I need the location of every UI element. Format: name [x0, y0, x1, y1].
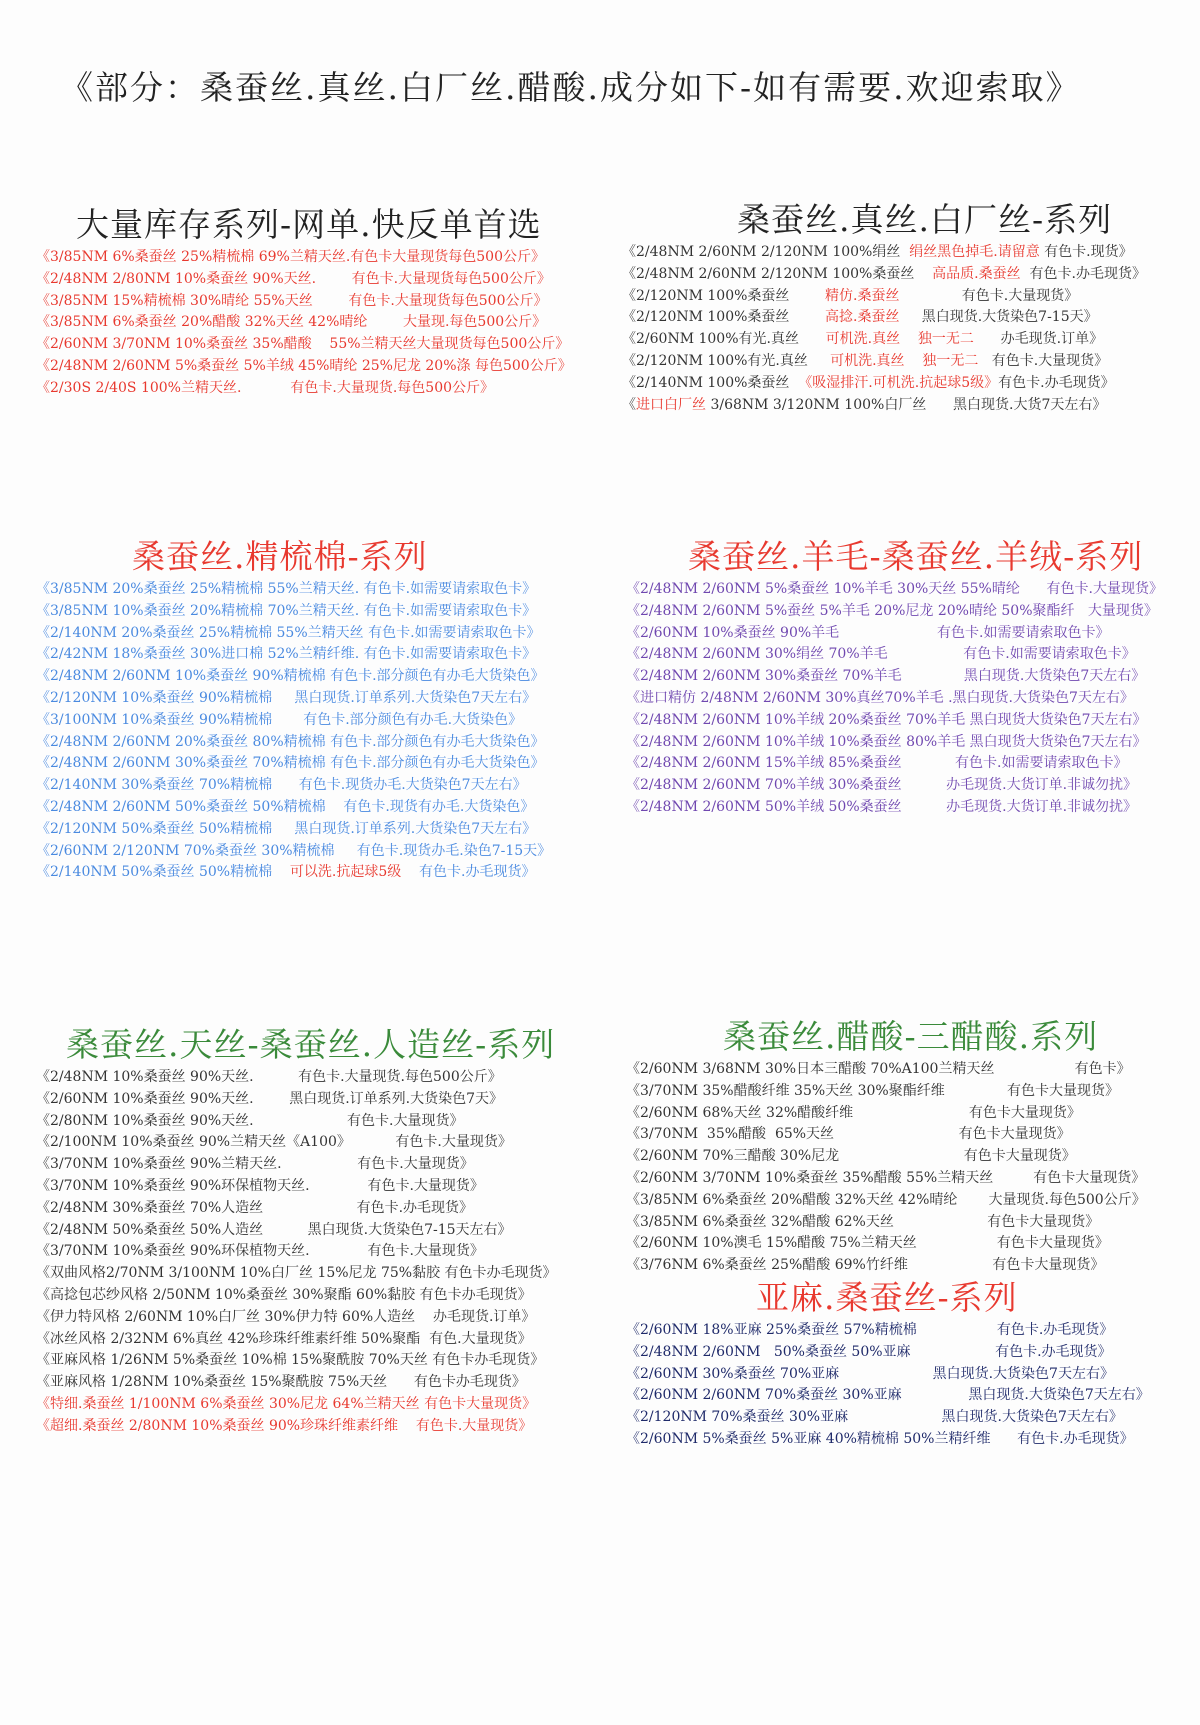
- product-line-text: 《3/76NM 6%桑蚕丝 25%醋酸 69%竹纤维 有色卡大量现货》: [626, 1257, 1105, 1274]
- product-line-text: 《2/60NM 3/68NM 30%日本三醋酸 70%A100兰精天丝 有色卡》: [626, 1061, 1131, 1077]
- product-line: [36, 1350, 596, 1372]
- section-lines: [36, 247, 596, 400]
- product-line-text: 3/68NM 3/120NM 100%白厂丝 黑白现货.大货7天左右》: [706, 396, 1107, 413]
- product-line: [626, 797, 1192, 819]
- product-line: [622, 286, 1192, 308]
- section-title: 桑蚕丝.羊毛-桑蚕丝.羊绒-系列: [688, 537, 1144, 576]
- section-title: 大量库存系列-网单.快反单首选: [76, 205, 542, 244]
- product-line-text: 《2/140NM 20%桑蚕丝 25%精梳棉 55%兰精天丝 有色卡.如需要请索取色卡》: [36, 624, 541, 641]
- product-line-text: 《2/140NM 50%桑蚕丝 50%精梳棉: [36, 864, 290, 881]
- product-line: [36, 247, 596, 269]
- product-line: [626, 1103, 1192, 1125]
- product-line-text: 《双曲风格2/70NM 3/100NM 10%白厂丝 15%尼龙 75%黏胶 有色卡办毛现货》: [36, 1265, 557, 1282]
- product-line-text: 《3/85NM 10%桑蚕丝 20%精梳棉 70%兰精天丝. 有色卡.如需要请索取色卡》: [36, 602, 537, 619]
- product-line: [36, 1089, 596, 1111]
- product-line-text: 《2/48NM 2/60NM 2/120NM 100%绢丝: [622, 244, 910, 260]
- product-line: [36, 862, 596, 884]
- product-line: [626, 1059, 1192, 1081]
- product-line: [626, 666, 1192, 688]
- product-line: [626, 644, 1192, 666]
- section-title: 桑蚕丝.天丝-桑蚕丝.人造丝-系列: [66, 1025, 556, 1064]
- product-line-text: 《伊力特风格 2/60NM 10%白厂丝 30%伊力特 60%人造丝 办毛现货.订单》: [36, 1308, 536, 1325]
- product-line-text: 《2/48NM 2/60NM 20%桑蚕丝 80%精梳棉 有色卡.部分颜色有办毛大货染色》: [36, 733, 545, 750]
- product-line-text: 《3/85NM 6%桑蚕丝 32%醋酸 62%天丝 有色卡大量现货》: [626, 1213, 1100, 1230]
- product-line: [36, 291, 596, 313]
- product-line: [626, 688, 1192, 710]
- product-line-text: 《2/48NM 2/60NM 50%羊绒 50%桑蚕丝 办毛现货.大货订单.非诚勿扰》: [626, 798, 1138, 815]
- section-lines: [36, 1067, 596, 1438]
- product-line-text: 《2/60NM 30%桑蚕丝 70%亚麻 黑白现货.大货染色7天左右》: [626, 1365, 1114, 1382]
- product-line: [626, 623, 1192, 645]
- product-line-text: 可机洗.真丝 独一无二: [830, 352, 979, 369]
- product-line-text: 《2/48NM 10%桑蚕丝 90%天丝. 有色卡.大量现货.每色500公斤》: [36, 1069, 502, 1085]
- product-line-text: 进口白厂丝: [636, 396, 706, 413]
- product-line-text: 《2/100NM 10%桑蚕丝 90%兰精天丝《A100》 有色卡.大量现货》: [36, 1134, 512, 1151]
- product-line-text: 《2/48NM 2/60NM 5%桑蚕丝 10%羊毛 30%天丝 55%晴纶 有色卡.大量现货》: [626, 581, 1164, 597]
- section-lines: [626, 579, 1192, 819]
- product-line-text: 《3/70NM 10%桑蚕丝 90%兰精天丝. 有色卡.大量现货》: [36, 1156, 474, 1173]
- product-line: [36, 644, 596, 666]
- product-line: [622, 307, 1192, 329]
- product-line-text: 有色卡.办毛现货》: [1020, 265, 1146, 282]
- product-line: [626, 753, 1192, 775]
- product-line-text: 《3/70NM 10%桑蚕丝 90%环保植物天丝. 有色卡.大量现货》: [36, 1177, 484, 1194]
- product-line: [36, 579, 596, 601]
- product-line: [36, 1111, 596, 1133]
- product-line: [36, 1394, 596, 1416]
- product-line: [36, 1220, 596, 1242]
- product-line-text: 《2/48NM 50%桑蚕丝 50%人造丝 黑白现货.大货染色7-15天左右》: [36, 1221, 512, 1238]
- product-line: [36, 601, 596, 623]
- product-line: [36, 269, 596, 291]
- product-line-text: 《2/48NM 2/60NM 10%羊绒 20%桑蚕丝 70%羊毛 黑白现货大货染色7天左右》: [626, 711, 1147, 728]
- product-line-text: 《2/120NM 70%桑蚕丝 30%亚麻 黑白现货.大货染色7天左右》: [626, 1409, 1123, 1426]
- product-line-text: 《: [622, 396, 636, 413]
- section-lines: [626, 1059, 1192, 1277]
- product-line: [626, 1320, 1192, 1342]
- product-line: [36, 710, 596, 732]
- product-line: [626, 1255, 1192, 1277]
- product-line: [622, 329, 1192, 351]
- product-line-text: 可机洗.真丝 独一无二: [825, 331, 974, 348]
- product-line: [36, 841, 596, 863]
- product-line: [36, 1176, 596, 1198]
- product-line-text: 《2/60NM 10%桑蚕丝 90%天丝. 黑白现货.订单系列.大货染色7天》: [36, 1090, 504, 1107]
- product-line: [36, 1198, 596, 1220]
- product-line: [36, 688, 596, 710]
- product-line-text: 《2/48NM 2/60NM 10%羊绒 10%桑蚕丝 80%羊毛 黑白现货大货染色7天左右》: [626, 733, 1147, 750]
- product-line: [36, 1329, 596, 1351]
- product-line: [626, 1212, 1192, 1234]
- product-line: [626, 1233, 1192, 1255]
- product-line-text: 《2/60NM 2/120NM 70%桑蚕丝 30%精梳棉 有色卡.现货办毛.染色7-15天》: [36, 842, 552, 859]
- product-line-text: 《冰丝风格 2/32NM 6%真丝 42%珍珠纤维素纤维 50%聚酯 有色.大量现货》: [36, 1330, 532, 1347]
- product-line: [626, 1168, 1192, 1190]
- product-line: [36, 1416, 596, 1438]
- product-line-text: 《2/48NM 2/60NM 5%蚕丝 5%羊毛 20%尼龙 20%晴纶 50%聚酯纤 大量现货》: [626, 602, 1158, 619]
- section-tencel-rayon-series: [36, 1025, 596, 1438]
- product-line-text: 《3/100NM 10%桑蚕丝 90%精梳棉 有色卡.部分颜色有办毛.大货染色》: [36, 711, 523, 728]
- product-line-text: 《3/85NM 20%桑蚕丝 25%精梳棉 55%兰精天丝. 有色卡.如需要请索取色卡》: [36, 581, 537, 597]
- section-combed-cotton-series: [36, 537, 596, 884]
- product-line-text: 《2/60NM 2/60NM 70%桑蚕丝 30%亚麻 黑白现货.大货染色7天左右》: [626, 1387, 1150, 1404]
- product-line-text: 《2/120NM 50%桑蚕丝 50%精梳棉 黑白现货.订单系列.大货染色7天左右》: [36, 820, 537, 837]
- product-line-text: 《3/70NM 10%桑蚕丝 90%环保植物天丝. 有色卡.大量现货》: [36, 1243, 484, 1260]
- product-line: [36, 1067, 596, 1089]
- product-line: [36, 753, 596, 775]
- product-line-text: 可以洗.抗起球5级: [289, 864, 402, 881]
- product-line: [36, 1372, 596, 1394]
- product-line: [36, 666, 596, 688]
- product-line-text: 《2/80NM 10%桑蚕丝 90%天丝. 有色卡.大量现货》: [36, 1112, 464, 1129]
- product-line: [626, 1407, 1192, 1429]
- product-line: [626, 1385, 1192, 1407]
- product-line: [36, 623, 596, 645]
- section-acetate-series: [626, 1017, 1192, 1277]
- product-line-text: 《3/85NM 6%桑蚕丝 20%醋酸 32%天丝 42%晴纶 大量现货.每色500公斤》: [626, 1191, 1146, 1208]
- product-line-text: 《2/48NM 2/60NM 30%绢丝 70%羊毛 有色卡.如需要请索取色卡》: [626, 646, 1136, 663]
- product-line: [622, 242, 1192, 264]
- product-line-text: 高捻.桑蚕丝: [825, 309, 900, 326]
- product-line-text: 有色卡.大量现货》: [978, 352, 1109, 369]
- product-line-text: 《进口精仿 2/48NM 2/60NM 30%真丝70%羊毛 .黑白现货.大货染色7天左右》: [626, 689, 1134, 706]
- product-line-text: 《超细.桑蚕丝 2/80NM 10%桑蚕丝 90%珍珠纤维素纤维 有色卡.大量现货》: [36, 1417, 533, 1434]
- product-line-text: 《2/48NM 2/60NM 50%桑蚕丝 50%精梳棉 有色卡.现货有办毛.大货染色》: [36, 798, 535, 815]
- product-line-text: 黑白现货.大货染色7-15天》: [899, 309, 1098, 326]
- product-line-text: 《2/48NM 2/60NM 2/120NM 100%桑蚕丝: [622, 265, 933, 282]
- product-line: [36, 1154, 596, 1176]
- product-line-text: 高品质.桑蚕丝: [932, 265, 1021, 282]
- product-line-text: 《3/85NM 6%桑蚕丝 20%醋酸 32%天丝 42%晴纶 大量现.每色500公斤》: [36, 314, 547, 331]
- product-line-text: 《2/60NM 10%澳毛 15%醋酸 75%兰精天丝 有色卡大量现货》: [626, 1235, 1109, 1252]
- product-line: [36, 334, 596, 356]
- product-line-text: 《2/60NM 70%三醋酸 30%尼龙 有色卡大量现货》: [626, 1148, 1076, 1165]
- product-line-text: 《2/60NM 100%有光.真丝: [622, 331, 826, 348]
- product-line-text: 《2/120NM 10%桑蚕丝 90%精梳棉 黑白现货.订单系列.大货染色7天左右》: [36, 689, 537, 706]
- product-line-text: 《2/120NM 100%桑蚕丝: [622, 309, 826, 326]
- product-line-text: 《2/48NM 2/60NM 50%桑蚕丝 50%亚麻 有色卡.办毛现货》: [626, 1343, 1112, 1360]
- product-line-text: 办毛现货.订单》: [973, 331, 1104, 348]
- product-line-text: 《2/48NM 2/60NM 15%羊绒 85%桑蚕丝 有色卡.如需要请索取色卡》: [626, 755, 1128, 772]
- product-line-text: 《2/30S 2/40S 100%兰精天丝. 有色卡.大量现货.每色500公斤》: [36, 379, 495, 396]
- product-line-text: 《2/60NM 68%天丝 32%醋酸纤维 有色卡大量现货》: [626, 1104, 1081, 1121]
- product-line-text: 《2/48NM 2/60NM 5%桑蚕丝 5%羊绒 45%晴纶 25%尼龙 20%涤 每色500公斤》: [36, 357, 572, 374]
- product-line: [622, 264, 1192, 286]
- product-line-text: 《2/48NM 2/60NM 70%羊绒 30%桑蚕丝 办毛现货.大货订单.非诚勿扰》: [626, 777, 1138, 794]
- product-line-text: 《2/48NM 30%桑蚕丝 70%人造丝 有色卡.办毛现货》: [36, 1199, 474, 1216]
- product-line-text: 精仿.桑蚕丝: [825, 287, 900, 304]
- product-line: [36, 378, 596, 400]
- section-title: 亚麻.桑蚕丝-系列: [756, 1278, 1018, 1317]
- section-title: 桑蚕丝.精梳棉-系列: [132, 537, 428, 576]
- product-line: [626, 1429, 1192, 1451]
- product-line: [36, 1285, 596, 1307]
- product-line-text: 《高捻包芯纱风格 2/50NM 10%桑蚕丝 30%聚酯 60%黏胶 有色卡办毛现货》: [36, 1286, 532, 1303]
- section-lines: [626, 1320, 1192, 1451]
- section-linen-series: [626, 1278, 1192, 1451]
- product-line-text: 《2/60NM 3/70NM 10%桑蚕丝 35%醋酸 55%兰精天丝 有色卡大量现货》: [626, 1169, 1146, 1186]
- product-line: [626, 710, 1192, 732]
- product-line: [36, 312, 596, 334]
- section-title: 桑蚕丝.真丝.白厂丝-系列: [737, 200, 1113, 239]
- product-line-text: 《特细.桑蚕丝 1/100NM 6%桑蚕丝 30%尼龙 64%兰精天丝 有色卡大量现货》: [36, 1395, 537, 1412]
- product-line: [36, 1263, 596, 1285]
- product-line: [626, 1146, 1192, 1168]
- product-line-text: 《2/42NM 18%桑蚕丝 30%进口棉 52%兰精纤维. 有色卡.如需要请索取色卡》: [36, 646, 537, 663]
- product-line-text: 有色卡.现货》: [1039, 244, 1133, 260]
- product-line: [626, 1342, 1192, 1364]
- product-line-text: 《吸湿排汗.可机洗.抗起球5级》: [798, 374, 999, 391]
- product-line: [622, 395, 1192, 417]
- section-title: 桑蚕丝.醋酸-三醋酸.系列: [723, 1017, 1099, 1056]
- product-line-text: 有色卡.办毛现货》: [401, 864, 536, 881]
- section-lines: [622, 242, 1192, 416]
- product-line-text: 《2/120NM 100%桑蚕丝: [622, 287, 826, 304]
- product-line-text: 有色卡.办毛现货》: [998, 374, 1115, 391]
- section-stock-series: [36, 205, 596, 400]
- product-line-text: 《3/70NM 35%醋酸 65%天丝 有色卡大量现货》: [626, 1126, 1071, 1143]
- product-line-text: 《2/60NM 3/70NM 10%桑蚕丝 35%醋酸 55%兰精天丝大量现货每色500公斤》: [36, 336, 570, 353]
- product-line: [626, 1124, 1192, 1146]
- product-line: [626, 775, 1192, 797]
- product-line-text: 《2/140NM 100%桑蚕丝: [622, 374, 799, 391]
- product-line-text: 《3/85NM 6%桑蚕丝 25%精梳棉 69%兰精天丝.有色卡大量现货每色500公斤》: [36, 249, 545, 265]
- section-lines: [36, 579, 596, 884]
- product-line-text: 《2/48NM 2/60NM 30%桑蚕丝 70%精梳棉 有色卡.部分颜色有办毛大货染色》: [36, 755, 545, 772]
- product-line: [626, 1190, 1192, 1212]
- product-line-text: 有色卡.大量现货》: [899, 287, 1079, 304]
- product-line: [622, 351, 1192, 373]
- product-line: [36, 819, 596, 841]
- product-line: [36, 356, 596, 378]
- product-line-text: 《2/120NM 100%有光.真丝: [622, 352, 831, 369]
- product-line: [626, 601, 1192, 623]
- product-line: [36, 1241, 596, 1263]
- product-line: [36, 775, 596, 797]
- product-line-text: 《2/48NM 2/80NM 10%桑蚕丝 90%天丝. 有色卡.大量现货每色500公斤》: [36, 270, 551, 287]
- product-line-text: 《亚麻风格 1/28NM 10%桑蚕丝 15%聚酰胺 75%天丝 有色卡办毛现货》: [36, 1374, 526, 1391]
- product-line-text: 《2/60NM 10%桑蚕丝 90%羊毛 有色卡.如需要请索取色卡》: [626, 624, 1110, 641]
- product-line-text: 《2/140NM 30%桑蚕丝 70%精梳棉 有色卡.现货办毛.大货染色7天左右》: [36, 777, 527, 794]
- page-title: 《部分：桑蚕丝.真丝.白厂丝.醋酸.成分如下-如有需要.欢迎索取》: [60, 68, 1081, 107]
- section-silk-series: [622, 200, 1192, 416]
- product-line: [36, 797, 596, 819]
- product-line: [626, 732, 1192, 754]
- product-line-text: 《2/48NM 2/60NM 10%桑蚕丝 90%精梳棉 有色卡.部分颜色有办毛大货染色》: [36, 668, 545, 685]
- product-line: [36, 1307, 596, 1329]
- product-line-text: 《3/85NM 15%精梳棉 30%晴纶 55%天丝 有色卡.大量现货每色500公斤》: [36, 292, 548, 309]
- section-wool-cashmere-series: [626, 537, 1192, 819]
- product-line: [626, 1364, 1192, 1386]
- product-line: [622, 373, 1192, 395]
- product-line: [36, 732, 596, 754]
- product-line-text: 《3/70NM 35%醋酸纤维 35%天丝 30%聚酯纤维 有色卡大量现货》: [626, 1082, 1120, 1099]
- product-line: [36, 1132, 596, 1154]
- product-line: [626, 579, 1192, 601]
- product-line-text: 《亚麻风格 1/26NM 5%桑蚕丝 10%棉 15%聚酰胺 70%天丝 有色卡办毛现货》: [36, 1352, 545, 1369]
- product-line-text: 绢丝黑色掉毛.请留意: [909, 244, 1040, 260]
- product-line-text: 《2/48NM 2/60NM 30%桑蚕丝 70%羊毛 黑白现货.大货染色7天左右》: [626, 668, 1146, 685]
- product-line: [626, 1081, 1192, 1103]
- product-line-text: 《2/60NM 5%桑蚕丝 5%亚麻 40%精梳棉 50%兰精纤维 有色卡.办毛现货》: [626, 1430, 1134, 1447]
- product-line-text: 《2/60NM 18%亚麻 25%桑蚕丝 57%精梳棉 有色卡.办毛现货》: [626, 1322, 1114, 1338]
